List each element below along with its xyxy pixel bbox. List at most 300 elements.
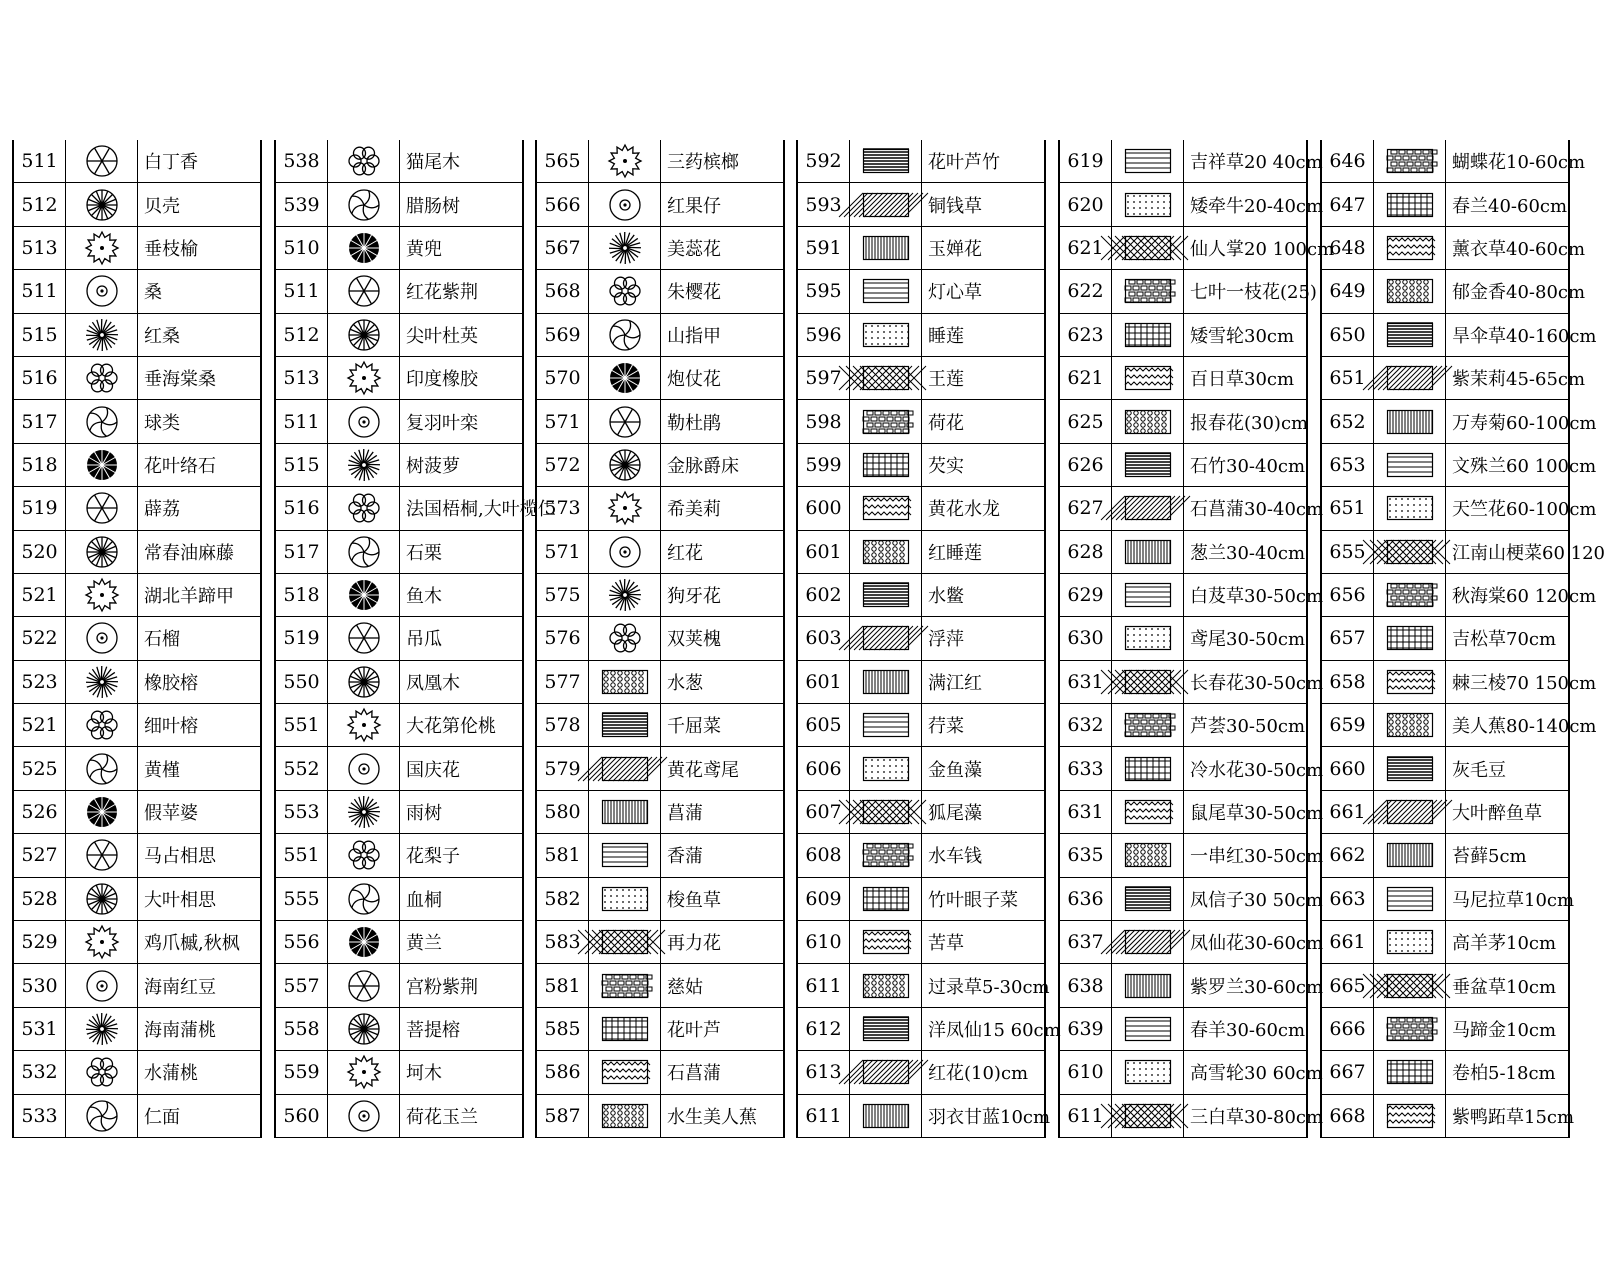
item-number: 558 — [276, 1008, 328, 1050]
plant-symbol-icon — [328, 487, 400, 529]
plant-name: 满江红 — [928, 672, 982, 694]
legend-column — [535, 140, 785, 1138]
hatch-pattern-icon — [589, 1051, 661, 1093]
plant-name: 朱樱花 — [667, 282, 721, 304]
item-number: 520 — [14, 531, 66, 573]
plant-name: 红睡莲 — [928, 542, 982, 564]
legend-row — [1060, 183, 1324, 226]
plant-name: 一串红30-50cm — [1190, 846, 1324, 868]
plant-name: 天竺花60-100cm — [1452, 499, 1597, 521]
hatch-pattern-icon — [1112, 704, 1184, 746]
item-number: 576 — [537, 617, 589, 659]
legend-row — [276, 834, 522, 877]
plant-symbol-icon — [328, 747, 400, 789]
item-number: 621 — [1060, 227, 1112, 269]
item-number: 621 — [1060, 357, 1112, 399]
item-number: 513 — [276, 357, 328, 399]
plant-symbol-icon — [66, 878, 138, 920]
item-number: 667 — [1322, 1051, 1374, 1093]
legend-row — [1322, 270, 1586, 313]
item-number: 666 — [1322, 1008, 1374, 1050]
item-number: 631 — [1060, 661, 1112, 703]
item-number: 517 — [276, 531, 328, 573]
legend-row — [1060, 964, 1324, 1007]
plant-name: 吉祥草20 40cm — [1190, 152, 1323, 174]
hatch-pattern-icon — [1112, 400, 1184, 442]
legend-row — [14, 704, 260, 747]
plant-name: 大叶醉鱼草 — [1452, 803, 1542, 825]
hatch-pattern-icon — [1374, 791, 1446, 833]
hatch-pattern-icon — [1112, 834, 1184, 876]
plant-name: 苔藓5cm — [1452, 846, 1527, 868]
plant-name: 紫茉莉45-65cm — [1452, 369, 1586, 391]
item-number: 599 — [798, 444, 850, 486]
item-number: 572 — [537, 444, 589, 486]
plant-name: 国庆花 — [406, 759, 460, 781]
plant-name: 石菖蒲 — [667, 1063, 721, 1085]
legend-row — [798, 661, 1044, 704]
plant-symbol-icon — [328, 140, 400, 182]
plant-name: 黄兜 — [406, 238, 442, 260]
plant-name: 矮雪轮30cm — [1190, 325, 1295, 347]
hatch-pattern-icon — [850, 747, 922, 789]
plant-name: 菩提榕 — [406, 1020, 460, 1041]
plant-name: 石栗 — [406, 542, 442, 564]
legend-row — [276, 964, 522, 1007]
legend-row — [14, 878, 260, 921]
legend-row — [798, 270, 1044, 313]
plant-name: 红花紫荆 — [406, 282, 478, 304]
legend-row — [1322, 444, 1597, 487]
legend-row — [276, 661, 522, 704]
legend-row — [1322, 1095, 1575, 1138]
item-number: 597 — [798, 357, 850, 399]
plant-symbol-icon — [328, 964, 400, 1006]
legend-row — [276, 227, 522, 270]
hatch-pattern-icon — [1112, 878, 1184, 920]
item-number: 662 — [1322, 834, 1374, 876]
hatch-pattern-icon — [1112, 357, 1184, 399]
plant-name: 万寿菊60-100cm — [1452, 412, 1597, 434]
legend-row — [1322, 878, 1575, 921]
item-number: 577 — [537, 661, 589, 703]
hatch-pattern-icon — [1112, 747, 1184, 789]
item-number: 516 — [276, 487, 328, 529]
plant-name: 苦草 — [928, 933, 964, 955]
hatch-pattern-icon — [1374, 531, 1446, 573]
plant-symbol-icon — [66, 183, 138, 225]
item-number: 611 — [798, 1095, 850, 1137]
plant-name: 荷花 — [928, 412, 964, 434]
legend-row — [1060, 617, 1306, 660]
legend-row — [1322, 834, 1568, 877]
legend-row — [1060, 1008, 1306, 1051]
plant-name: 千屈菜 — [667, 716, 721, 738]
hatch-pattern-icon — [589, 661, 661, 703]
item-number: 668 — [1322, 1095, 1374, 1137]
plant-symbol-icon — [589, 444, 661, 486]
item-number: 521 — [14, 704, 66, 746]
plant-name: 湖北羊蹄甲 — [144, 586, 234, 608]
legend-row — [537, 531, 783, 574]
plant-symbol-icon — [328, 791, 400, 833]
plant-symbol-icon — [66, 400, 138, 442]
item-number: 539 — [276, 183, 328, 225]
plant-name: 黄花鸢尾 — [667, 759, 739, 781]
hatch-pattern-icon — [589, 964, 661, 1006]
item-number: 648 — [1322, 227, 1374, 269]
legend-row — [1060, 531, 1306, 574]
item-number: 585 — [537, 1008, 589, 1050]
legend-row — [798, 227, 1044, 270]
plant-name: 长春花30-50cm — [1190, 672, 1324, 694]
hatch-pattern-icon — [850, 531, 922, 573]
plant-name: 荇菜 — [928, 716, 964, 738]
hatch-pattern-icon — [850, 1051, 922, 1093]
hatch-pattern-icon — [1112, 661, 1184, 703]
item-number: 512 — [14, 183, 66, 225]
hatch-pattern-icon — [850, 487, 922, 529]
hatch-pattern-icon — [1374, 400, 1446, 442]
plant-name: 鸢尾30-50cm — [1190, 629, 1306, 651]
hatch-pattern-icon — [850, 574, 922, 616]
hatch-pattern-icon — [1374, 444, 1446, 486]
plant-symbol-icon — [328, 617, 400, 659]
plant-name: 马占相思 — [144, 846, 216, 868]
legend-row — [1322, 661, 1597, 704]
item-number: 608 — [798, 834, 850, 876]
legend-row — [276, 314, 522, 357]
plant-symbol-icon — [328, 574, 400, 616]
plant-name: 春羊30-60cm — [1190, 1020, 1306, 1041]
legend-row — [276, 531, 522, 574]
legend-row — [1322, 1051, 1568, 1094]
plant-name: 金鱼藻 — [928, 759, 982, 781]
legend-row — [276, 400, 522, 443]
item-number: 560 — [276, 1095, 328, 1137]
plant-symbol-icon — [589, 227, 661, 269]
legend-row — [1322, 964, 1568, 1007]
plant-name: 鼠尾草30-50cm — [1190, 803, 1324, 825]
hatch-pattern-icon — [1374, 270, 1446, 312]
plant-name: 凤凰木 — [406, 672, 460, 694]
item-number: 649 — [1322, 270, 1374, 312]
item-number: 655 — [1322, 531, 1374, 573]
hatch-pattern-icon — [1374, 964, 1446, 1006]
plant-symbol-icon — [328, 444, 400, 486]
item-number: 660 — [1322, 747, 1374, 789]
plant-symbol-icon — [328, 531, 400, 573]
plant-name: 狐尾藻 — [928, 803, 982, 825]
plant-name: 水葱 — [667, 672, 703, 694]
plant-name: 再力花 — [667, 933, 721, 955]
item-number: 532 — [14, 1051, 66, 1093]
legend-row — [1060, 661, 1324, 704]
plant-name: 水车钱 — [928, 846, 982, 868]
plant-name: 郁金香40-80cm — [1452, 282, 1586, 304]
plant-symbol-icon — [328, 227, 400, 269]
plant-symbol-icon — [328, 834, 400, 876]
hatch-pattern-icon — [850, 1008, 922, 1050]
legend-row — [798, 834, 1044, 877]
plant-name: 石榴 — [144, 629, 180, 651]
plant-name: 花叶芦 — [667, 1020, 721, 1041]
item-number: 595 — [798, 270, 850, 312]
plant-symbol-icon — [589, 487, 661, 529]
legend-row — [798, 1051, 1044, 1094]
hatch-pattern-icon — [1374, 227, 1446, 269]
legend-row — [1322, 574, 1597, 617]
legend-row — [537, 747, 783, 790]
plant-name: 紫罗兰30-60cm — [1190, 976, 1324, 998]
plant-name: 凤信子30 50cm — [1190, 889, 1323, 911]
hatch-pattern-icon — [1374, 140, 1446, 182]
item-number: 578 — [537, 704, 589, 746]
item-number: 592 — [798, 140, 850, 182]
item-number: 656 — [1322, 574, 1374, 616]
hatch-pattern-icon — [1374, 1095, 1446, 1137]
legend-row — [798, 140, 1044, 183]
plant-name: 旱伞草40-160cm — [1452, 325, 1597, 347]
item-number: 605 — [798, 704, 850, 746]
item-number: 565 — [537, 140, 589, 182]
legend-column — [12, 140, 262, 1138]
legend-row — [1322, 227, 1586, 270]
item-number: 657 — [1322, 617, 1374, 659]
hatch-pattern-icon — [1374, 661, 1446, 703]
hatch-pattern-icon — [1112, 531, 1184, 573]
plant-name: 红果仔 — [667, 195, 721, 217]
plant-name: 细叶榕 — [144, 716, 198, 738]
item-number: 629 — [1060, 574, 1112, 616]
plant-name: 宫粉紫荆 — [406, 976, 478, 998]
item-number: 571 — [537, 531, 589, 573]
plant-symbol-icon — [66, 270, 138, 312]
plant-name: 大花第伦桃 — [406, 716, 496, 738]
item-number: 518 — [276, 574, 328, 616]
legend-row — [14, 531, 260, 574]
hatch-pattern-icon — [1374, 704, 1446, 746]
item-number: 556 — [276, 921, 328, 963]
plant-name: 血桐 — [406, 889, 442, 911]
hatch-pattern-icon — [1374, 574, 1446, 616]
item-number: 622 — [1060, 270, 1112, 312]
legend-row — [798, 704, 1044, 747]
hatch-pattern-icon — [850, 791, 922, 833]
legend-row — [537, 227, 783, 270]
plant-name: 垂盆草10cm — [1452, 976, 1557, 998]
legend-row — [14, 400, 260, 443]
plant-name: 梭鱼草 — [667, 889, 721, 911]
legend-row — [1322, 1008, 1568, 1051]
legend-row — [537, 1095, 783, 1138]
plant-name: 文殊兰60 100cm — [1452, 455, 1597, 477]
legend-row — [14, 357, 260, 400]
hatch-pattern-icon — [850, 704, 922, 746]
legend-row — [537, 661, 783, 704]
item-number: 612 — [798, 1008, 850, 1050]
hatch-pattern-icon — [1112, 1051, 1184, 1093]
legend-row — [1060, 227, 1335, 270]
hatch-pattern-icon — [850, 227, 922, 269]
plant-name: 高雪轮30 60cm — [1190, 1063, 1323, 1085]
legend-row — [14, 617, 260, 660]
plant-name: 大叶相思 — [144, 889, 216, 911]
item-number: 620 — [1060, 183, 1112, 225]
legend-row — [1060, 878, 1323, 921]
legend-row — [1322, 531, 1605, 574]
plant-name: 冷水花30-50cm — [1190, 759, 1324, 781]
plant-name: 双荚槐 — [667, 629, 721, 651]
plant-symbol-icon — [66, 574, 138, 616]
legend-row — [14, 661, 260, 704]
hatch-pattern-icon — [1374, 357, 1446, 399]
legend-row — [537, 964, 783, 1007]
plant-name: 红花(10)cm — [928, 1063, 1029, 1085]
item-number: 515 — [14, 314, 66, 356]
item-number: 511 — [14, 270, 66, 312]
plant-name: 七叶一枝花(25) — [1190, 282, 1317, 304]
hatch-pattern-icon — [850, 183, 922, 225]
legend-row — [798, 878, 1044, 921]
plant-symbol-icon — [589, 617, 661, 659]
hatch-pattern-icon — [1112, 574, 1184, 616]
item-number: 610 — [1060, 1051, 1112, 1093]
hatch-pattern-icon — [1374, 487, 1446, 529]
plant-symbol-icon — [328, 183, 400, 225]
item-number: 570 — [537, 357, 589, 399]
hatch-pattern-icon — [1374, 314, 1446, 356]
legend-row — [14, 487, 260, 530]
hatch-pattern-icon — [850, 357, 922, 399]
plant-name: 灯心草 — [928, 282, 982, 304]
legend-row — [798, 574, 1044, 617]
plant-name: 红桑 — [144, 325, 180, 347]
legend-row — [798, 357, 1044, 400]
plant-name: 炮仗花 — [667, 369, 721, 391]
plant-name: 贝壳 — [144, 195, 180, 217]
legend-row — [1322, 400, 1597, 443]
plant-name: 吊瓜 — [406, 629, 442, 651]
hatch-pattern-icon — [850, 661, 922, 703]
item-number: 665 — [1322, 964, 1374, 1006]
legend-row — [537, 921, 783, 964]
hatch-pattern-icon — [589, 921, 661, 963]
item-number: 651 — [1322, 357, 1374, 399]
item-number: 603 — [798, 617, 850, 659]
legend-row — [798, 444, 1044, 487]
legend-row — [537, 140, 783, 183]
item-number: 513 — [14, 227, 66, 269]
item-number: 636 — [1060, 878, 1112, 920]
plant-name: 棘三棱70 150cm — [1452, 672, 1597, 694]
legend-row — [276, 140, 522, 183]
legend-row — [537, 834, 783, 877]
item-number: 569 — [537, 314, 589, 356]
legend-row — [537, 791, 783, 834]
item-number: 519 — [14, 487, 66, 529]
plant-name: 海南红豆 — [144, 976, 216, 998]
plant-name: 球类 — [144, 412, 180, 434]
legend-row — [798, 1008, 1061, 1051]
hatch-pattern-icon — [589, 747, 661, 789]
plant-name: 铜钱草 — [928, 195, 982, 217]
plant-name: 过录草5-30cm — [928, 976, 1050, 998]
hatch-pattern-icon — [1374, 747, 1446, 789]
item-number: 609 — [798, 878, 850, 920]
hatch-pattern-icon — [850, 964, 922, 1006]
item-number: 601 — [798, 661, 850, 703]
plant-name: 报春花(30)cm — [1190, 412, 1309, 434]
plant-name: 水蒲桃 — [144, 1063, 198, 1085]
plant-name: 垂海棠桑 — [144, 369, 216, 391]
legend-row — [798, 747, 1044, 790]
item-number: 583 — [537, 921, 589, 963]
plant-symbol-icon — [66, 1095, 138, 1137]
hatch-pattern-icon — [1374, 1008, 1446, 1050]
legend-row — [798, 531, 1044, 574]
hatch-pattern-icon — [850, 140, 922, 182]
item-number: 552 — [276, 747, 328, 789]
plant-name: 坷木 — [406, 1063, 442, 1085]
item-number: 568 — [537, 270, 589, 312]
item-number: 623 — [1060, 314, 1112, 356]
plant-name: 猫尾木 — [406, 152, 460, 174]
legend-row — [14, 791, 260, 834]
plant-symbol-icon — [589, 400, 661, 442]
item-number: 627 — [1060, 487, 1112, 529]
plant-name: 常春油麻藤 — [144, 542, 234, 564]
item-number: 598 — [798, 400, 850, 442]
plant-symbol-icon — [66, 704, 138, 746]
plant-name: 白丁香 — [144, 152, 198, 174]
legend-row — [537, 357, 783, 400]
legend-row — [1060, 574, 1324, 617]
plant-name: 蝴蝶花10-60cm — [1452, 152, 1586, 174]
item-number: 511 — [276, 400, 328, 442]
plant-symbol-icon — [328, 878, 400, 920]
plant-name: 尖叶杜英 — [406, 325, 478, 347]
hatch-pattern-icon — [850, 1095, 922, 1137]
plant-name: 石菖蒲30-40cm — [1190, 499, 1324, 521]
plant-name: 勒杜鹃 — [667, 412, 721, 434]
hatch-pattern-icon — [1374, 921, 1446, 963]
legend-row — [276, 704, 522, 747]
plant-symbol-icon — [589, 357, 661, 399]
legend-row — [537, 1051, 783, 1094]
hatch-pattern-icon — [850, 444, 922, 486]
plant-name: 花叶芦竹 — [928, 152, 1000, 174]
legend-row — [276, 878, 522, 921]
plant-symbol-icon — [328, 314, 400, 356]
plant-name: 慈姑 — [667, 976, 703, 998]
hatch-pattern-icon — [1374, 1051, 1446, 1093]
plant-symbol-icon — [66, 1051, 138, 1093]
legend-row — [1060, 1051, 1323, 1094]
plant-name: 花梨子 — [406, 846, 460, 868]
plant-name: 江南山梗菜60 120 — [1452, 542, 1605, 564]
legend-row — [798, 314, 1044, 357]
legend-row — [276, 270, 522, 313]
plant-name: 垂枝榆 — [144, 238, 198, 260]
legend-row — [14, 140, 260, 183]
plant-symbol-icon — [66, 444, 138, 486]
legend-row — [537, 314, 783, 357]
legend-row — [1060, 834, 1324, 877]
plant-name: 荷花玉兰 — [406, 1106, 478, 1128]
plant-name: 矮牵牛20-40cm — [1190, 195, 1324, 217]
plant-name: 鱼木 — [406, 586, 442, 608]
